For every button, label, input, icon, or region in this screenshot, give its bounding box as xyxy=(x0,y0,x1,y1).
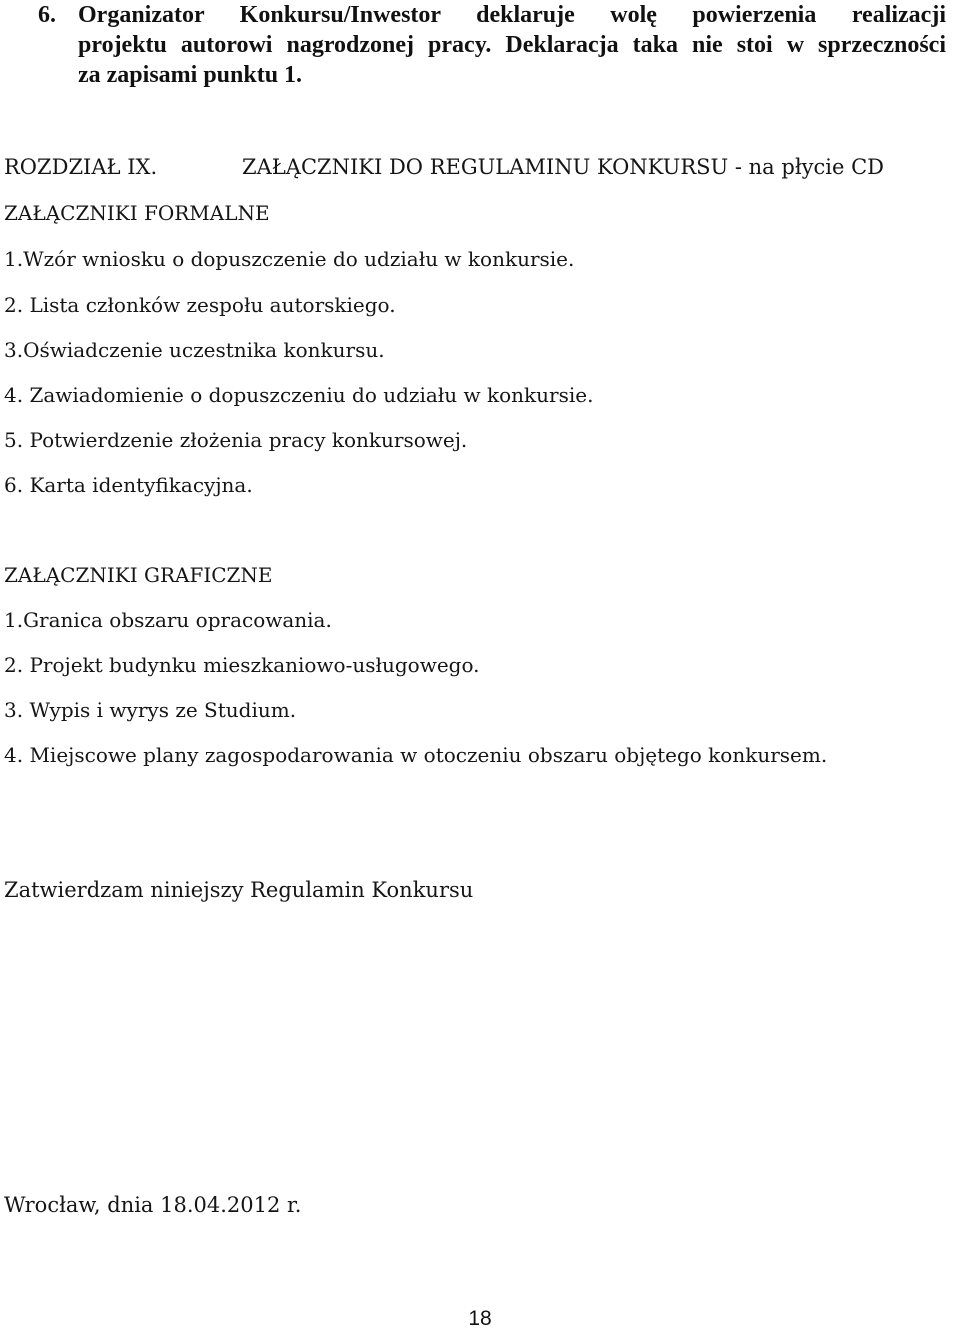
page-number: 18 xyxy=(468,1307,492,1330)
clause-line-2: projektu autorowi nagrodzonej pracy. Deklaracja taka nie stoi w sprzeczności xyxy=(78,32,946,58)
approval-statement: Zatwierdzam niniejszy Regulamin Konkursu xyxy=(4,878,474,902)
clause-line-3: za zapisami punktu 1. xyxy=(78,62,303,88)
graphic-item: 2. Projekt budynku mieszkaniowo-usługowego. xyxy=(4,653,480,677)
chapter-number: ROZDZIAŁ IX. xyxy=(4,155,158,179)
chapter-title: ZAŁĄCZNIKI DO REGULAMINU KONKURSU - na płycie CD xyxy=(242,155,884,179)
clause-text xyxy=(78,0,946,90)
formal-item: 6. Karta identyfikacyjna. xyxy=(4,473,253,497)
formal-item: 4. Zawiadomienie o dopuszczeniu do udziału w konkursie. xyxy=(4,383,594,407)
graphic-item: 4. Miejscowe plany zagospodarowania w otoczeniu obszaru objętego konkursem. xyxy=(4,743,828,767)
formal-item: 2. Lista członków zespołu autorskiego. xyxy=(4,293,396,317)
graphic-heading: ZAŁĄCZNIKI GRAFICZNE xyxy=(4,563,273,587)
place-and-date: Wrocław, dnia 18.04.2012 r. xyxy=(4,1193,302,1217)
clause-number: 6. xyxy=(38,2,56,28)
formal-heading: ZAŁĄCZNIKI FORMALNE xyxy=(4,201,270,225)
graphic-item: 3. Wypis i wyrys ze Studium. xyxy=(4,698,297,722)
formal-item: 3.Oświadczenie uczestnika konkursu. xyxy=(4,338,385,362)
formal-item: 5. Potwierdzenie złożenia pracy konkursowej. xyxy=(4,428,468,452)
graphic-item: 1.Granica obszaru opracowania. xyxy=(4,608,332,632)
formal-item: 1.Wzór wniosku o dopuszczenie do udziału w konkursie. xyxy=(4,247,575,271)
clause-line-1: Organizator Konkursu/Inwestor deklaruje wolę powierzenia realizacji xyxy=(78,2,946,28)
